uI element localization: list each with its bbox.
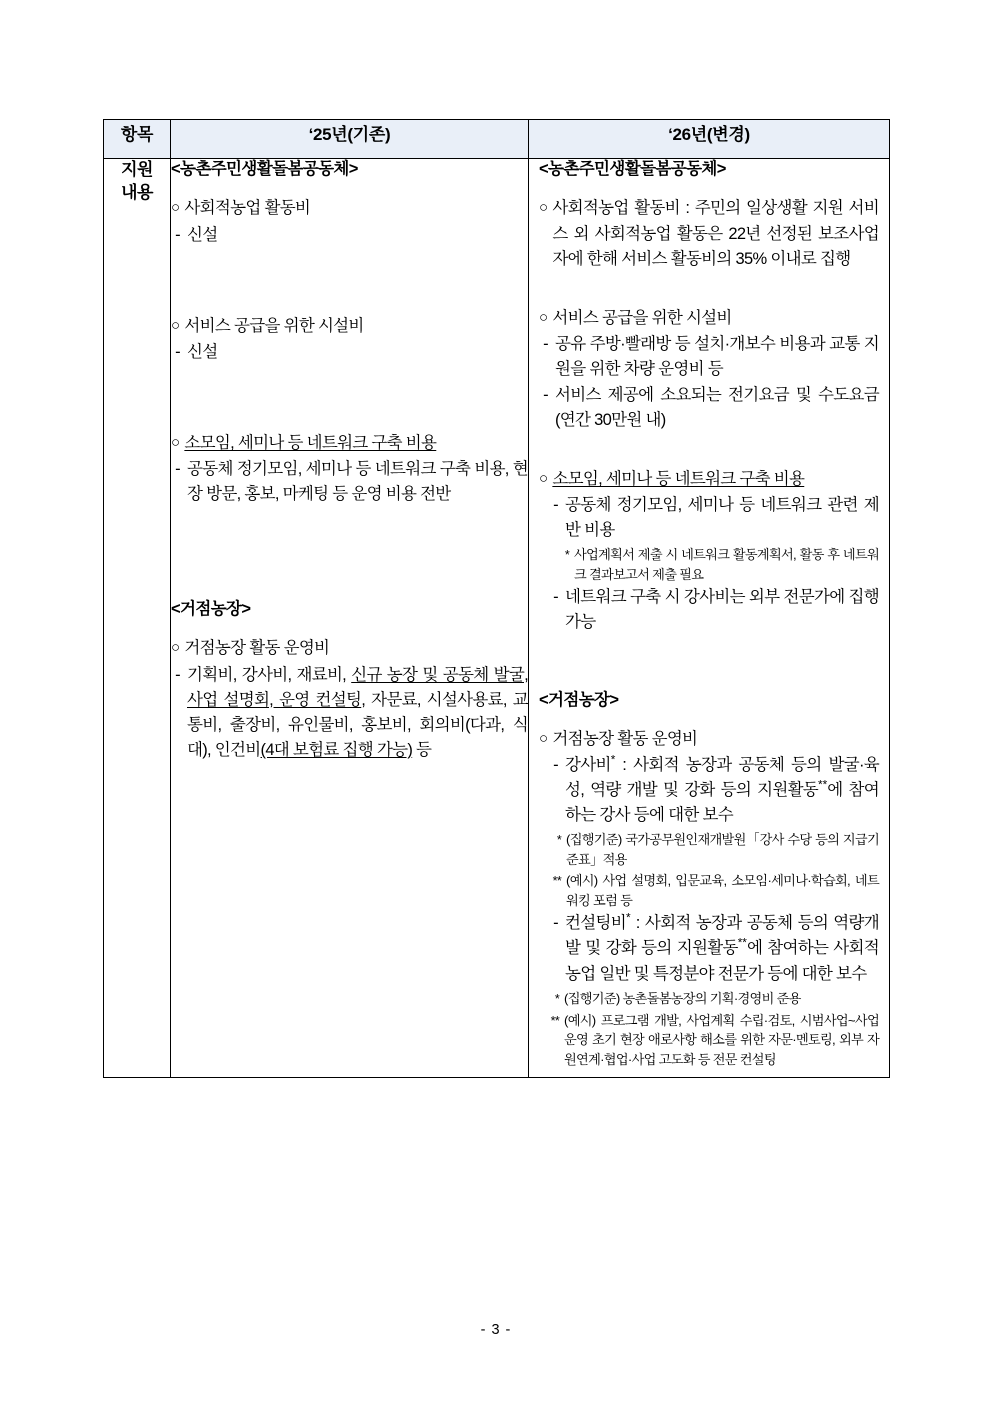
row-label-line-2: 내용 bbox=[121, 182, 153, 202]
dash-bullet-icon: - bbox=[543, 385, 548, 404]
new-g1-b2-sub2-text: 서비스 제공에 소요되는 전기요금 및 수도요금(연간 30만원 내) bbox=[555, 385, 879, 429]
new-g1-b1-text: 사회적농업 활동비 : 주민의 일상생활 지원 서비스 외 사회적농업 활동은 22년 선정된 보조사업자에 한해 서비스 활동비의 35% 이내로 집행 bbox=[552, 199, 879, 268]
new-g1-b1-line bbox=[539, 196, 879, 271]
header-item: 항목 bbox=[104, 120, 171, 159]
spacer bbox=[539, 280, 879, 306]
old-g2-b1-pre: 기획비, 강사비, 재료비, bbox=[187, 665, 352, 684]
new-g1-b2-sub2-line bbox=[539, 383, 879, 433]
old-g1-b2-sub-text: 신설 bbox=[187, 342, 218, 361]
circle-bullet-icon: ○ bbox=[171, 639, 180, 657]
dash-bullet-icon: - bbox=[543, 334, 548, 353]
circle-bullet-icon: ○ bbox=[539, 308, 548, 326]
new-g1-b3-sub1-line bbox=[539, 493, 879, 543]
new-g2-sub1-note1-text: (집행기준) 국가공무원인재개발원「강사 수당 등의 지급기준표」적용 bbox=[566, 832, 879, 867]
new-g2-sub2-lead: 컨설팅비 bbox=[565, 914, 626, 933]
old-g1-b2-sub-line bbox=[171, 340, 528, 365]
row-label-support-content bbox=[104, 159, 171, 1078]
new-g2-sub1-text bbox=[565, 753, 879, 828]
new-g1-b3-sub2-text: 네트워크 구축 시 강사비는 외부 전문가에 집행 가능 bbox=[565, 588, 879, 632]
old-g1-b3-text: 소모임, 세미나 등 네트워크 구축 비용 bbox=[184, 433, 437, 452]
old-g1-b1-sub-line bbox=[171, 223, 528, 248]
new-g1-b3-note-line bbox=[539, 545, 879, 584]
new-g2-sub1-line bbox=[539, 753, 879, 828]
dash-bullet-icon: - bbox=[175, 459, 180, 478]
new-g1-b3-text: 소모임, 세미나 등 네트워크 구축 비용 bbox=[552, 470, 805, 489]
old-g2-b1-line bbox=[171, 636, 528, 661]
spacer bbox=[171, 256, 528, 314]
page-number: - 3 - bbox=[480, 1322, 512, 1338]
table-row bbox=[104, 159, 890, 1078]
dash-bullet-icon: - bbox=[553, 588, 558, 607]
new-g1-b3-note-text: 사업계획서 제출 시 네트워크 활동계획서, 활동 후 네트워크 결과보고서 제출 필요 bbox=[574, 547, 879, 582]
old-g1-b3-sub-line bbox=[171, 457, 528, 507]
footnote-marker-double: ** bbox=[737, 935, 747, 950]
new-g2-sub2-note2-text: (예시) 프로그램 개발, 사업계획 수립·검토, 시범사업~사업운영 초기 현장 애로사항 해소를 위한 자문·멘토링, 외부 자원연계·협업·사업 고도화 등 전문 컨설팅 bbox=[564, 1012, 879, 1067]
double-asterisk-icon: ** bbox=[550, 1013, 559, 1028]
old-g1-b3-sub-text: 공동체 정기모임, 세미나 등 네트워크 구축 비용, 현장 방문, 홍보, 마케팅 등 운영 비용 전반 bbox=[187, 459, 528, 503]
asterisk-icon: * bbox=[554, 991, 559, 1006]
asterisk-icon: * bbox=[564, 548, 569, 563]
dash-bullet-icon: - bbox=[175, 342, 180, 361]
new-g1-b3-sub2-line bbox=[539, 585, 879, 635]
old-g1-b2-text: 서비스 공급을 위한 시설비 bbox=[184, 316, 364, 335]
dash-bullet-icon: - bbox=[553, 914, 558, 933]
old-g2-b1-text: 거점농장 활동 운영비 bbox=[184, 639, 330, 658]
new-g2-sub2-mid: : 사회적 농장과 공동체 등의 역량개발 및 강화 등의 지원활동 bbox=[565, 914, 879, 958]
dash-bullet-icon: - bbox=[175, 225, 180, 244]
footnote-marker-single: * bbox=[625, 910, 631, 925]
old-g1-b2-line bbox=[171, 314, 528, 339]
new-g2-sub1-note2-text: (예시) 사업 설명회, 입문교육, 소모임·세미나·학습회, 네트워킹 포럼 등 bbox=[566, 873, 879, 908]
old-g2-b1-underline-1: 신규 농장 및 공동체 발굴, 사업 설명회, 운영 컨설팅 bbox=[187, 665, 528, 709]
new-g1-b3-line bbox=[539, 467, 879, 492]
old-g1-b3-line bbox=[171, 431, 528, 456]
circle-bullet-icon: ○ bbox=[171, 433, 180, 451]
dash-bullet-icon: - bbox=[553, 496, 558, 515]
new-g1-b2-text: 서비스 공급을 위한 시설비 bbox=[552, 308, 732, 327]
new-g1-b2-sub1-line bbox=[539, 332, 879, 382]
old-g2-bullet1 bbox=[171, 636, 528, 762]
new-g2-sub2-note1-text: (집행기준) 농촌돌봄농장의 기획·경영비 준용 bbox=[564, 990, 801, 1006]
spacer bbox=[539, 644, 879, 690]
old-g2-b1-sub-line bbox=[171, 663, 528, 763]
new-group1-title: <농촌주민생활돌봄공동체> bbox=[539, 160, 726, 178]
new-g2-b1-text: 거점농장 활동 운영비 bbox=[552, 729, 698, 748]
new-g2-bullet1 bbox=[539, 727, 879, 1069]
spacer bbox=[171, 373, 528, 431]
double-asterisk-icon: ** bbox=[552, 874, 561, 889]
old-g2-b1-underline-2: (4대 보험료 집행 가능) bbox=[260, 740, 413, 759]
circle-bullet-icon: ○ bbox=[539, 729, 548, 747]
new-g2-sub1-note1-line bbox=[539, 830, 879, 869]
new-g1-bullet1 bbox=[539, 196, 879, 271]
new-g2-sub2-text bbox=[565, 911, 879, 986]
new-g1-bullet2 bbox=[539, 306, 879, 433]
new-g2-sub2-note1-line bbox=[539, 989, 879, 1009]
header-year-2026: ‘26년(변경) bbox=[529, 120, 890, 159]
new-g1-bullet3 bbox=[539, 467, 879, 635]
new-g1-b3-sub1-text: 공동체 정기모임, 세미나 등 네트워크 관련 제반 비용 bbox=[565, 496, 879, 540]
old-g1-b1-line bbox=[171, 196, 528, 221]
row-label-line-1: 지원 bbox=[121, 160, 153, 179]
new-group2-title: <거점농장> bbox=[539, 690, 619, 709]
spacer bbox=[539, 441, 879, 467]
footnote-marker-double: ** bbox=[818, 777, 828, 792]
comparison-table bbox=[103, 119, 890, 1078]
spacer bbox=[171, 515, 528, 573]
asterisk-icon: * bbox=[556, 833, 561, 848]
spacer bbox=[171, 573, 528, 599]
old-g1-b1-text: 사회적농업 활동비 bbox=[184, 199, 311, 218]
new-g2-b1-line bbox=[539, 727, 879, 752]
circle-bullet-icon: ○ bbox=[539, 199, 548, 217]
old-g2-b1-mid: , 자문료, 시설사용료, 교통비, 출장비, 유인물비, 홍보비, 회의비(다과, 식대), 인건비 bbox=[187, 690, 528, 759]
circle-bullet-icon: ○ bbox=[539, 470, 548, 488]
old-g1-bullet2 bbox=[171, 314, 528, 365]
new-g2-sub2-tail: 에 참여하는 사회적 농업 일반 및 특정분야 전문가 등에 대한 보수 bbox=[565, 939, 879, 983]
new-g1-b2-sub1-text: 공유 주방·빨래방 등 설치·개보수 비용과 교통 지원을 위한 차량 운영비 등 bbox=[555, 334, 879, 378]
new-g2-sub1-tail: 에 참여하는 강사 등에 대한 보수 bbox=[565, 781, 879, 825]
new-g2-sub1-mid: : 사회적 농장과 공동체 등의 발굴·육성, 역량 개발 및 강화 등의 지원활동 bbox=[565, 756, 879, 800]
old-group1-title: <농촌주민생활돌봄공동체> bbox=[171, 160, 358, 178]
new-g2-sub2-note2-line bbox=[539, 1011, 879, 1070]
old-g1-bullet1 bbox=[171, 196, 528, 247]
circle-bullet-icon: ○ bbox=[171, 316, 180, 334]
header-year-2025: ‘25년(기존) bbox=[171, 120, 529, 159]
old-g1-bullet3 bbox=[171, 431, 528, 507]
footnote-marker-single: * bbox=[610, 752, 616, 767]
new-g1-b2-line bbox=[539, 306, 879, 331]
cell-2026-content bbox=[529, 159, 890, 1078]
new-g2-sub1-note2-line bbox=[539, 871, 879, 910]
old-g1-b1-sub-text: 신설 bbox=[187, 225, 218, 244]
table-header-row bbox=[104, 120, 890, 159]
new-g2-sub1-lead: 강사비 bbox=[565, 756, 611, 775]
dash-bullet-icon: - bbox=[553, 756, 558, 775]
circle-bullet-icon: ○ bbox=[171, 199, 180, 217]
old-g2-b1-post: 등 bbox=[412, 740, 432, 759]
old-g2-b1-sub-text bbox=[187, 663, 528, 763]
new-g2-sub2-line bbox=[539, 911, 879, 986]
old-group2-title: <거점농장> bbox=[171, 599, 251, 618]
dash-bullet-icon: - bbox=[175, 665, 180, 684]
cell-2025-content bbox=[171, 159, 529, 1078]
